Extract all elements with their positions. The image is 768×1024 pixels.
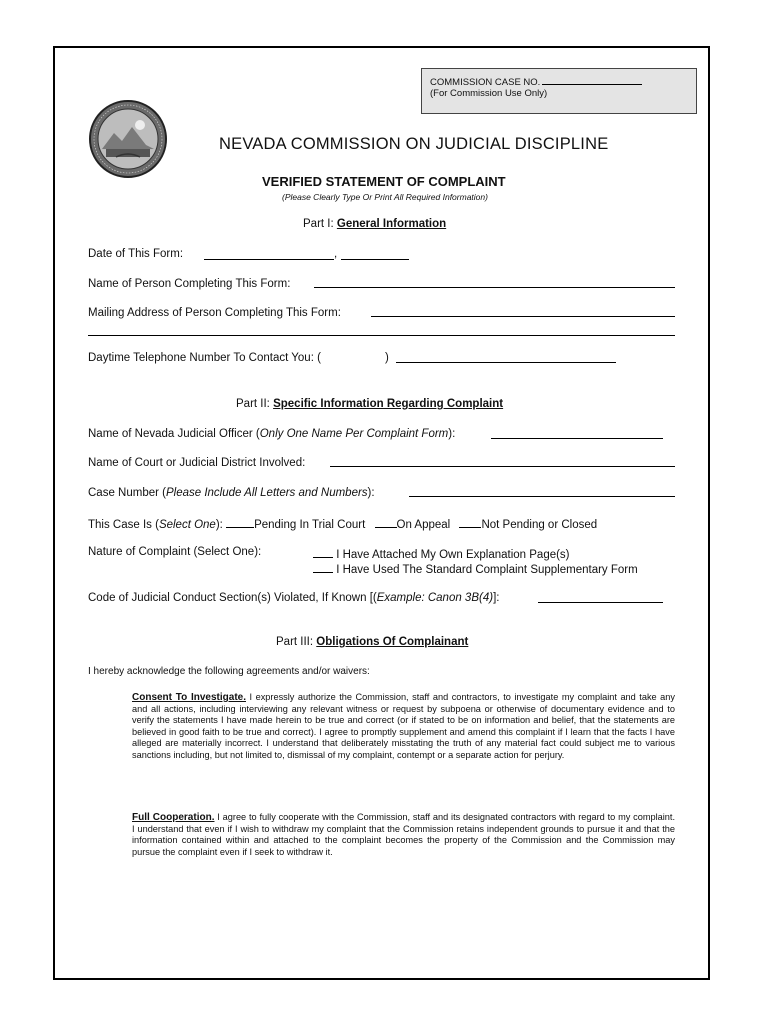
name-field[interactable] (314, 287, 675, 288)
status-closed-checkbox[interactable] (459, 516, 481, 528)
year-field[interactable] (341, 259, 409, 260)
officer-label: Name of Nevada Judicial Officer (Only One Name Per Complaint Form): (88, 428, 456, 440)
name-label: Name of Person Completing This Form: (88, 278, 291, 290)
phone-label: Daytime Telephone Number To Contact You: ( (88, 352, 321, 364)
phone-field[interactable] (396, 362, 616, 363)
nevada-seal-icon (88, 99, 168, 179)
form-title: VERIFIED STATEMENT OF COMPLAINT (262, 174, 506, 189)
case-box-note: (For Commission Use Only) (430, 88, 548, 99)
date-label: Date of This Form: (88, 248, 184, 260)
consent-paragraph: Consent To Investigate. I expressly authorize the Commission, staff and contractors, to investigate my complaint and take any and all actions, including interviewing any relevant witness or request by subpoena or otherwise of documentary evidence and to verify the statements I have made herein to be true and correct (or if stated to be on information and belief, that the statements are believed in good faith to be true and correct). I agree to promptly supplement and amend this complaint if I learn that the facts I have alleged are materially incorrect. I understand that deliberately misstating the truth of any material fact could subject me to various sanctions including, but not limited to, dismissal of my complaint, contempt or a separate action for perjury. (132, 692, 675, 760)
date-field[interactable] (204, 259, 334, 260)
part3-intro: I hereby acknowledge the following agreements and/or waivers: (88, 666, 370, 677)
case-number-field[interactable] (542, 75, 642, 85)
court-field[interactable] (330, 466, 675, 467)
case-number-label: COMMISSION CASE NO. (430, 77, 541, 88)
court-label: Name of Court or Judicial District Involved: (88, 457, 306, 469)
status-pending-checkbox[interactable] (226, 516, 254, 528)
code-label: Code of Judicial Conduct Section(s) Violated, If Known [(Example: Canon 3B(4)]: (88, 592, 500, 604)
case-status-row: This Case Is (Select One): Pending In Trial Court On Appeal Not Pending or Closed (88, 516, 597, 531)
part3-heading: Part III: Obligations Of Complainant (276, 636, 469, 648)
form-instruction: (Please Clearly Type Or Print All Required Information) (282, 192, 488, 202)
case-number-label-2: Case Number (Please Include All Letters and Numbers): (88, 487, 375, 499)
part2-heading: Part II: Specific Information Regarding Complaint (236, 398, 504, 410)
status-appeal-checkbox[interactable] (375, 516, 397, 528)
nature-own-explanation-checkbox[interactable] (313, 546, 333, 558)
address-label: Mailing Address of Person Completing This Form: (88, 307, 341, 319)
case-number-input[interactable] (409, 496, 675, 497)
nature-option-2: I Have Used The Standard Complaint Supplementary Form (313, 561, 638, 576)
part1-heading: Part I: General Information (303, 218, 447, 230)
address-field-line1[interactable] (371, 316, 675, 317)
nature-label: Nature of Complaint (Select One): (88, 546, 262, 558)
cooperation-paragraph: Full Cooperation. I agree to fully cooperate with the Commission, staff and its designated contractors with regard to my complaint. I understand that even if I wish to withdraw my complaint that the Commission retains independent grounds to pursue it and that the information contained within and attached to the complaint becomes the property of the Commission and the Commission may pursue the complaint even if I seek to withdraw it. (132, 812, 676, 857)
address-field-line2[interactable] (88, 335, 675, 336)
nature-standard-form-checkbox[interactable] (313, 561, 333, 573)
commission-case-box (421, 68, 697, 114)
code-field[interactable] (538, 602, 663, 603)
phone-paren: ) (385, 352, 389, 364)
page-title: NEVADA COMMISSION ON JUDICIAL DISCIPLINE (219, 135, 609, 153)
nature-option-1: I Have Attached My Own Explanation Page(s) (313, 546, 570, 561)
date-separator: , (334, 248, 338, 260)
officer-field[interactable] (491, 438, 663, 439)
